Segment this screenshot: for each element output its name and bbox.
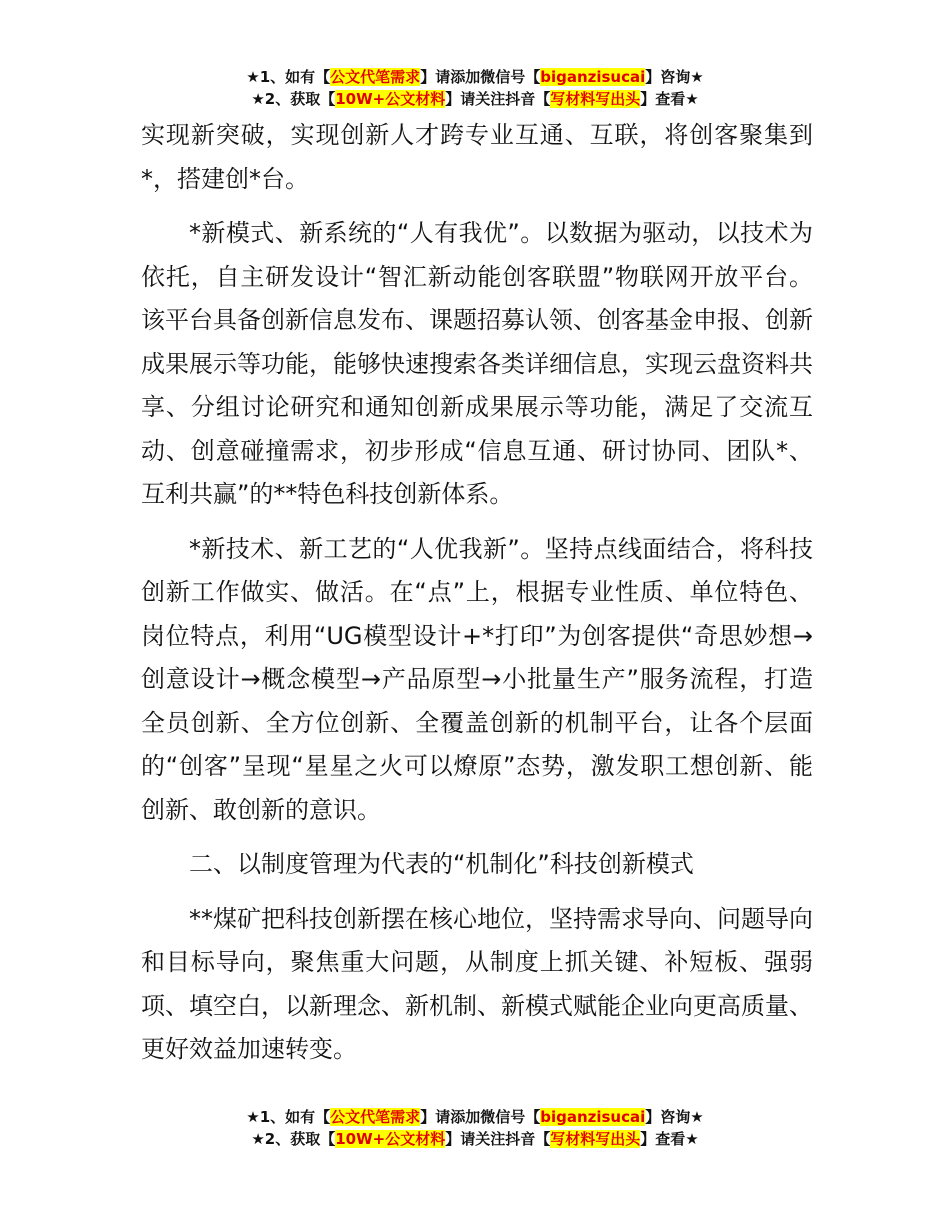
paragraph: *新技术、新工艺的“人优我新”。坚持点线面结合，将科技创新工作做实、做活。在“点”上，根据专业性质、单位特色、岗位特点，利用“UG模型设计+*打印”为创客提供“奇思妙想→创意设计→概念模型→产品原型→小批量生产”服务流程，打造全员创新、全方位创新、全覆盖创新的机制平台，让各个层面的“创客”呈现“星星之火可以燎原”态势，激发职工想创新、能创新、敢创新的意识。: [141, 534, 813, 824]
banner-highlight: 10W+公文材料: [335, 1130, 446, 1148]
banner-highlight: 公文代笔需求: [330, 1108, 421, 1126]
paragraph: 实现新突破，实现创新人才跨专业互通、互联，将创客聚集到*，搭建创*台。: [141, 121, 813, 193]
banner-highlight: 公文代笔需求: [330, 68, 421, 86]
banner-line-2: ★2、获取【10W+公文材料】请关注抖音【写材料写出头】查看★: [251, 1130, 699, 1148]
paragraph: *新模式、新系统的“人有我优”。以数据为驱动，以技术为依托，自主研发设计“智汇新动能创客联盟”物联网开放平台。该平台具备创新信息发布、课题招募认领、创客基金申报、创新成果展示等功能，能够快速搜索各类详细信息，实现云盘资料共享、分组讨论研究和通知创新成果展示等功能，满足了交流互动、创意碰撞需求，初步形成“信息互通、研讨协同、团队*、互利共赢”的**特色科技创新体系。: [141, 219, 813, 508]
banner-highlight: biganzisucai: [540, 68, 646, 86]
document-body: [141, 114, 813, 1083]
section-heading: 二、以制度管理为代表的“机制化”科技创新模式: [189, 850, 694, 878]
banner-highlight: 10W+公文材料: [335, 90, 446, 108]
banner-highlight: 写材料写出头: [550, 90, 641, 108]
banner-highlight: 写材料写出头: [550, 1130, 641, 1148]
banner-line-1: ★1、如有【公文代笔需求】请添加微信号【biganzisucai】咨询★: [246, 1108, 704, 1126]
banner-highlight: biganzisucai: [540, 1108, 646, 1126]
header-banner: [0, 66, 950, 110]
banner-line-2: ★2、获取【10W+公文材料】请关注抖音【写材料写出头】查看★: [251, 90, 699, 108]
paragraph: **煤矿把科技创新摆在核心地位，坚持需求导向、问题导向和目标导向，聚焦重大问题，从制度上抓关键、补短板、强弱项、填空白，以新理念、新机制、新模式赋能企业向更高质量、更好效益加速转变。: [141, 904, 813, 1063]
footer-banner: [0, 1106, 950, 1150]
banner-line-1: ★1、如有【公文代笔需求】请添加微信号【biganzisucai】咨询★: [246, 68, 704, 86]
